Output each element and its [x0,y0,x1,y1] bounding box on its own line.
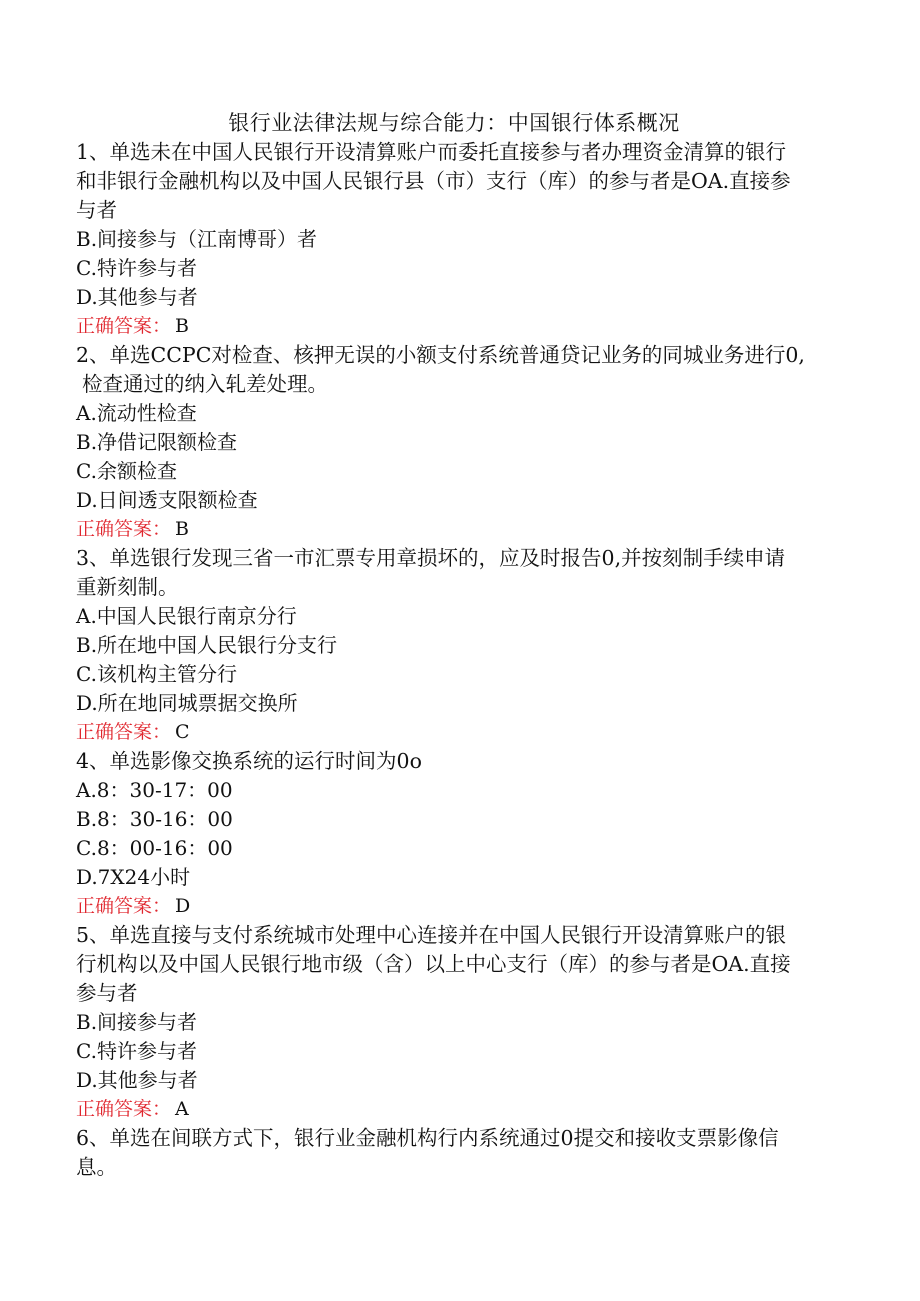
correct-answer [76,1095,836,1124]
option-d: D.7X24小时 [76,865,191,889]
answer-label: 正确答案： [76,721,172,743]
option-b: B.间接参与（江南博哥）者 [76,227,318,251]
answer-label: 正确答案： [76,518,172,540]
answer-value: A [175,1098,189,1120]
document-title: 银行业法律法规与综合能力：中国银行体系概况 [228,111,680,135]
option-c: C.特许参与者 [76,256,197,280]
option-a: A.8：30-17：00 [76,778,233,802]
answer-label: 正确答案： [76,895,172,917]
option-c: C.余额检查 [76,459,177,483]
question-text-line: 5、单选直接与支付系统城市处理中心连接并在中国人民银行开设清算账户的银 [76,923,787,947]
option-b: B.净借记限额检查 [76,430,238,454]
option-d: D.其他参与者 [76,1068,198,1092]
question-3 [76,544,836,747]
question-text-line: 4、单选影像交换系统的运行时间为0o [76,749,422,773]
question-text-line: 检查通过的纳入轧差处理。 [82,372,328,396]
question-text-line: 6、单选在间联方式下，银行业金融机构行内系统通过0提交和接收支票影像信 [76,1126,779,1150]
question-text-line: 行机构以及中国人民银行地市级（含）以上中心支行（库）的参与者是OA.直接 [76,952,791,976]
option-c: C.该机构主管分行 [76,662,237,686]
option-b: B.所在地中国人民银行分支行 [76,633,338,657]
correct-answer [76,718,836,747]
question-text-line: 与者 [76,198,117,222]
option-a: A.流动性检查 [76,401,197,425]
option-d: D.所在地同城票据交换所 [76,691,298,715]
question-6 [76,1124,836,1182]
question-text-line: 2、单选CCPC对检查、核押无误的小额支付系统普通贷记业务的同城业务进行0, [76,343,805,367]
question-1 [76,138,836,341]
option-a: A.中国人民银行南京分行 [76,604,297,628]
option-b: B.8：30-16：00 [76,807,233,831]
answer-value: C [175,721,190,743]
option-c: C.8：00-16：00 [76,836,233,860]
answer-value: B [175,518,189,540]
option-c: C.特许参与者 [76,1039,197,1063]
option-d: D.日间透支限额检查 [76,488,258,512]
answer-value: D [175,895,191,917]
correct-answer [76,892,836,921]
question-text-line: 息。 [76,1155,117,1179]
question-list [76,138,836,1182]
question-4 [76,747,836,921]
question-text-line: 参与者 [76,981,138,1005]
correct-answer [76,515,836,544]
answer-label: 正确答案： [76,1098,172,1120]
question-5 [76,921,836,1124]
question-text-line: 重新刻制。 [76,575,179,599]
option-b: B.间接参与者 [76,1010,198,1034]
question-text-line: 1、单选未在中国人民银行开设清算账户而委托直接参与者办理资金清算的银行 [76,140,787,164]
option-d: D.其他参与者 [76,285,198,309]
question-text-line: 3、单选银行发现三省一市汇票专用章损坏的，应及时报告0,并按刻制手续申请 [76,546,786,570]
answer-value: B [175,315,189,337]
question-text-line: 和非银行金融机构以及中国人民银行县（市）支行（库）的参与者是OA.直接参 [76,169,791,193]
answer-label: 正确答案： [76,315,172,337]
correct-answer [76,312,836,341]
question-2 [76,341,836,544]
